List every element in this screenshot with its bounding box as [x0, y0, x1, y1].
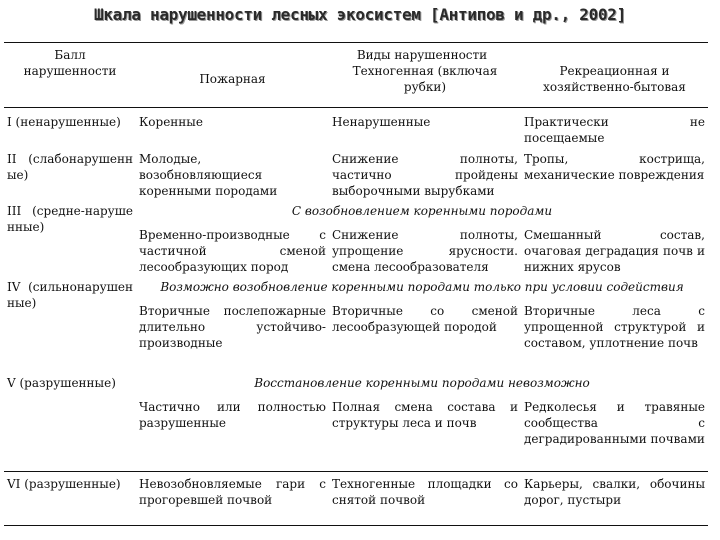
score-cell: I (ненарушенные) [4, 107, 136, 147]
technogenic-cell: Полная смена состава и структуры леса и почв [332, 400, 518, 430]
header-disturbance-types: Виды нарушенности [356, 48, 488, 62]
score-cell: IV (сильнонарушенные) [7, 280, 133, 310]
table-row [4, 279, 708, 299]
technogenic-cell: Вторичные со сменой лесообразующей породой [332, 304, 518, 334]
fire-cell: Частично или полностью разрушенные [139, 400, 326, 430]
recreational-cell: Смешанный состав, очаговая деградация почв и нижних ярусов [524, 228, 705, 274]
table-header-row [4, 43, 708, 63]
header-fire: Пожарная [199, 72, 266, 86]
page-title: Шкала нарушенности лесных экосистем [Антипов и др., 2002] [94, 5, 626, 24]
fire-cell: Временно-производные с частичной сменой лесообразующих пород [139, 228, 326, 274]
technogenic-cell: Техногенные площадки со снятой почвой [329, 471, 521, 517]
recreational-cell: Тропы, кострища, механические повреждения [524, 152, 705, 182]
header-technogenic: Техногенная (включая рубки) [352, 64, 498, 94]
score-cell: VI (разрушенные) [4, 471, 136, 517]
note-cell: С возобновлением коренными породами [291, 204, 553, 218]
technogenic-cell: Снижение полноты, упрощение ярусности. смена лесообразователя [332, 228, 518, 274]
header-score: Балл нарушенности [23, 48, 117, 78]
technogenic-cell: Снижение полноты, частично пройдены выборочными вырубками [332, 152, 518, 198]
fire-cell: Вторичные послепожарные длительно устойчиво-производные [139, 304, 326, 350]
header-recreational: Рекреационная и хозяйственно-бытовая [543, 64, 686, 94]
fire-cell: Коренные [136, 107, 329, 147]
recreational-cell: Вторичные леса с упрощенной структурой и составом, уплотнение почв [524, 304, 705, 350]
table-row [4, 147, 708, 203]
table-row [4, 203, 708, 223]
recreational-cell: Практически не посещаемые [521, 107, 708, 147]
table-row [4, 471, 708, 517]
score-cell: V (разрушенные) [7, 376, 116, 390]
fire-cell: Невозобновляемые гари с прогоревшей почвой [136, 471, 329, 517]
score-cell: III (средне-нарушенные) [7, 204, 133, 234]
score-cell: II (слабонарушенные) [7, 152, 133, 182]
recreational-cell: Редколесья и травяные сообщества с деградированными почвами [524, 400, 705, 446]
technogenic-cell: Ненарушенные [329, 107, 521, 147]
fire-cell: Молодые, возобновляющиеся коренными породами [139, 152, 278, 198]
note-cell: Восстановление коренными породами невозможно [254, 376, 590, 390]
note-cell: Возможно возобновление коренными породами только при условии содействия [160, 280, 684, 294]
table-row [4, 371, 708, 395]
table-row [4, 107, 708, 147]
recreational-cell: Карьеры, свалки, обочины дорог, пустыри [521, 471, 708, 517]
disturbance-scale-table [4, 42, 708, 526]
